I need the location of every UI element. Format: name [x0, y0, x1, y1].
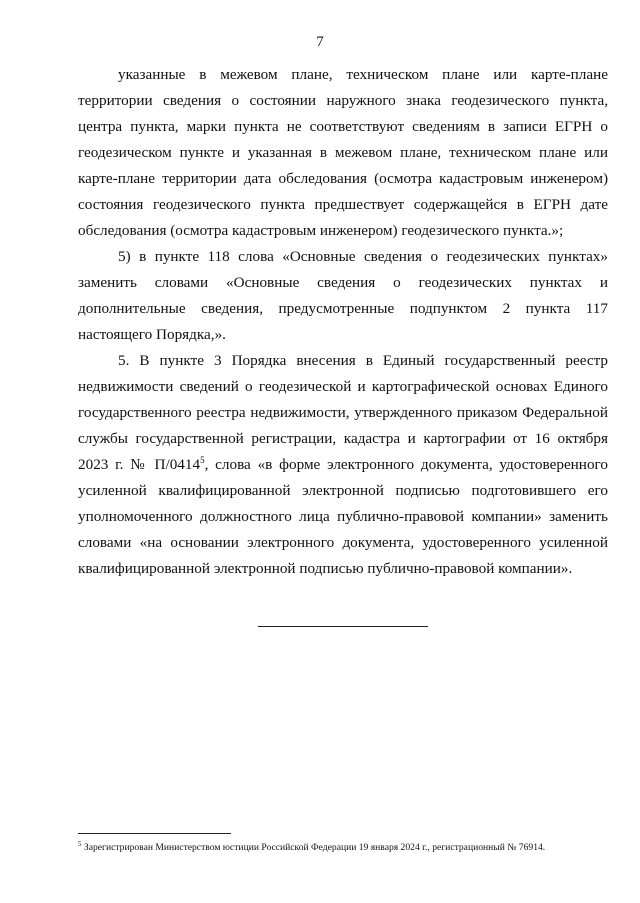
- end-of-text-rule: [258, 626, 428, 627]
- paragraph-item-5: 5) в пункте 118 слова «Основные сведения о геодезических пунктах» заменить словами «Основные сведения о геодезических пунктах и дополнительные сведения, предусмотренные подпунктом 2 пункта 117 настоящего Порядка,».: [78, 248, 608, 343]
- footnote: [78, 839, 618, 854]
- document-body: [78, 62, 608, 582]
- paragraph-section-5-text-before: 5. В пункте 3 Порядка внесения в Единый государственный реестр недвижимости сведений о геодезической и картографической основах Единого государственного реестра недвижимости, утвержденного приказом Федеральной службы государственной регистрации, кадастра и картографии от 16 октября 2023 г. № П/0414: [78, 352, 608, 473]
- footnote-marker: 5: [78, 839, 82, 848]
- footnote-text: Зарегистрирован Министерством юстиции Российской Федерации 19 января 2024 г., регистрационный № 76914.: [81, 842, 546, 853]
- paragraph-section-5: [78, 348, 608, 582]
- paragraph-section-5-text-after: , слова «в форме электронного документа, удостоверенного усиленной квалифицированной электронной подписью подготовившего его уполномоченного должностного лица публично-правовой компании» заменить словами «на основании электронного документа, удостоверенного усиленной квалифицированной электронной подписью публично-правовой компании».: [78, 456, 608, 577]
- footnote-reference: 5: [200, 454, 205, 465]
- page-number: 7: [316, 34, 324, 50]
- paragraph-continuation: указанные в межевом плане, техническом плане или карте-плане территории сведения о состоянии наружного знака геодезического пункта, центра пункта, марки пункта не соответствуют сведениям в записи ЕГРН о геодезическом пункте и указанная в межевом плане, техническом плане или карте-плане территории дата обследования (осмотра кадастровым инженером) состояния геодезического пункта предшествует содержащейся в ЕГРН дате обследования (осмотра кадастровым инженером) геодезического пункта.»;: [78, 66, 608, 239]
- footnote-separator: [78, 833, 231, 834]
